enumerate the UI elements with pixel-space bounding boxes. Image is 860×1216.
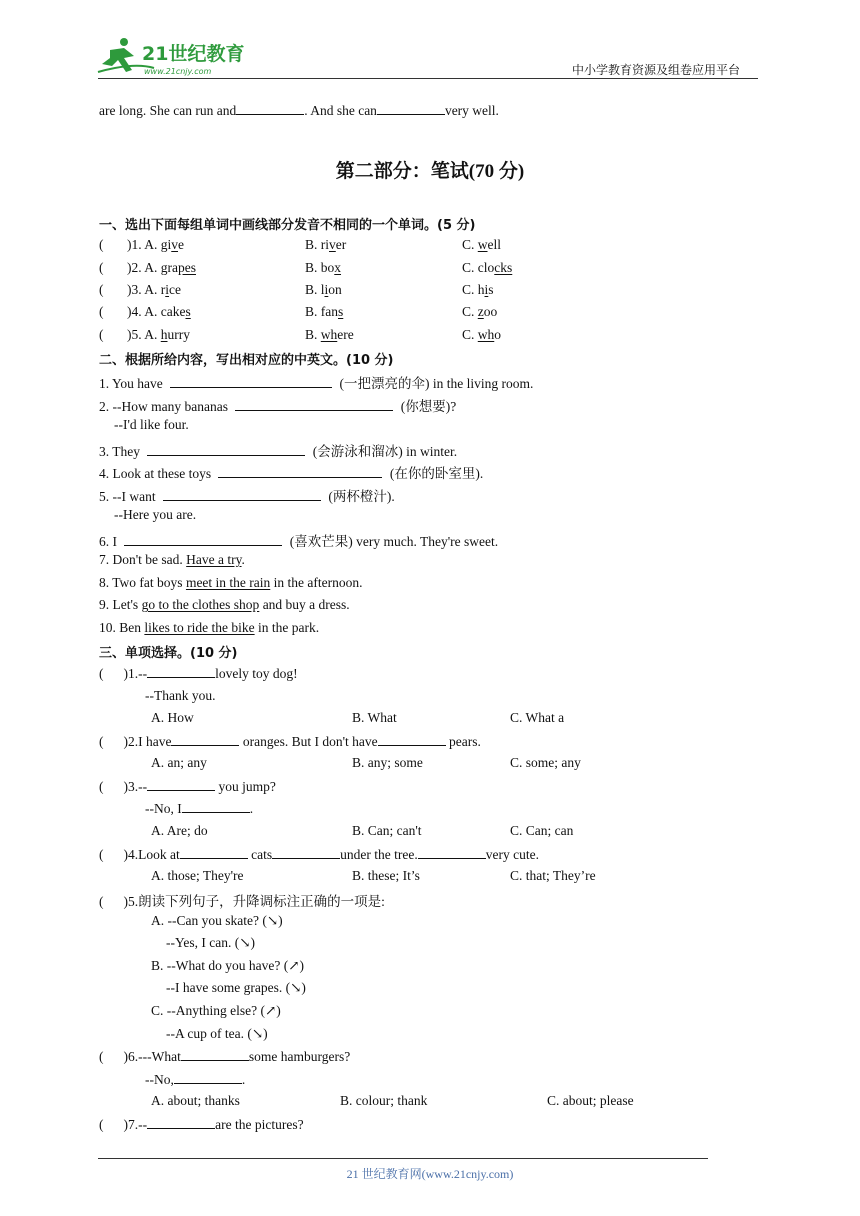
mc-q6-option-c[interactable]: C. about; please bbox=[547, 1093, 634, 1108]
mc-q1: ( )1.-- lovely toy dog! bbox=[99, 666, 298, 681]
top-line-part-b: . And she can bbox=[304, 103, 377, 118]
mc-q4-option-c[interactable]: C. that; They’re bbox=[510, 868, 596, 883]
answer-paren[interactable]: ( bbox=[99, 282, 104, 297]
mc-q6-option-b[interactable]: B. colour; thank bbox=[340, 1093, 428, 1108]
logo-main-text: 21世纪教育 bbox=[142, 43, 245, 65]
answer-blank[interactable] bbox=[180, 846, 248, 859]
answer-blank[interactable] bbox=[182, 800, 250, 813]
answer-paren[interactable]: ( bbox=[99, 1049, 104, 1064]
mc-q2-option-a[interactable]: A. an; any bbox=[151, 755, 207, 770]
answer-blank[interactable] bbox=[218, 465, 382, 478]
mc-q3-option-a[interactable]: A. Are; do bbox=[151, 823, 208, 838]
answer-paren[interactable]: ( bbox=[99, 666, 104, 681]
mc-q3-option-c[interactable]: C. Can; can bbox=[510, 823, 574, 838]
answer-blank[interactable] bbox=[272, 846, 340, 859]
runner-logo-icon bbox=[94, 36, 264, 78]
mc-q5-option-a-line2: --Yes, I can. (↘) bbox=[166, 935, 256, 950]
site-logo bbox=[94, 36, 264, 78]
mc-q5-option-c-line2: --A cup of tea. (↘) bbox=[166, 1026, 268, 1041]
option-b: B. fans bbox=[305, 304, 344, 319]
answer-blank[interactable] bbox=[170, 375, 332, 388]
header-divider bbox=[98, 78, 758, 79]
answer-blank[interactable] bbox=[418, 846, 486, 859]
section3-heading: 三、单项选择。(10 分) bbox=[99, 646, 238, 661]
mc-q3-option-b[interactable]: B. Can; can't bbox=[352, 823, 422, 838]
mc-q1-option-b[interactable]: B. What bbox=[352, 710, 397, 725]
option-c: C. zoo bbox=[462, 304, 498, 319]
answer-blank[interactable] bbox=[147, 1116, 215, 1129]
mc-q2-option-b[interactable]: B. any; some bbox=[352, 755, 423, 770]
option-c: C. clocks bbox=[462, 260, 513, 275]
answer-blank[interactable] bbox=[147, 443, 305, 456]
option-c: C. well bbox=[462, 237, 502, 252]
answer-paren[interactable]: ( bbox=[99, 847, 104, 862]
translation-q9: 9. Let's go to the clothes shop and buy a dress. bbox=[99, 597, 350, 612]
answer-paren[interactable]: ( bbox=[99, 894, 104, 909]
mc-q4-option-a[interactable]: A. those; They're bbox=[151, 868, 244, 883]
mc-q5-option-c[interactable]: C. --Anything else? (↗) bbox=[151, 1003, 281, 1018]
footer-divider bbox=[98, 1158, 708, 1159]
option-a: )2. A. grapes bbox=[127, 260, 196, 275]
site-title: 中小学教育资源及组卷应用平台 bbox=[572, 63, 741, 77]
option-a: )4. A. cakes bbox=[127, 304, 191, 319]
option-c: C. his bbox=[462, 282, 494, 297]
translation-q5-reply: --Here you are. bbox=[114, 507, 197, 522]
section2-heading: 二、根据所给内容，写出相对应的中英文。(10 分) bbox=[99, 353, 394, 368]
translation-q1: 1. You have (一把漂亮的伞) in the living room. bbox=[99, 376, 534, 391]
mc-q6: ( )6.---What some hamburgers? bbox=[99, 1049, 351, 1064]
option-b: B. where bbox=[305, 327, 354, 342]
answer-blank[interactable] bbox=[163, 488, 321, 501]
translation-q10: 10. Ben likes to ride the bike in the park. bbox=[99, 620, 320, 635]
mc-q1-reply: --Thank you. bbox=[145, 688, 216, 703]
option-a: )1. A. give bbox=[127, 237, 185, 252]
option-b: B. box bbox=[305, 260, 342, 275]
option-b: B. lion bbox=[305, 282, 342, 297]
answer-paren[interactable]: ( bbox=[99, 260, 104, 275]
mc-q2-option-c[interactable]: C. some; any bbox=[510, 755, 581, 770]
mc-q6-option-a[interactable]: A. about; thanks bbox=[151, 1093, 240, 1108]
mc-q2: ( )2.I have oranges. But I don't have pears. bbox=[99, 734, 481, 749]
answer-blank[interactable] bbox=[236, 102, 304, 115]
answer-paren[interactable]: ( bbox=[99, 327, 104, 342]
section1-heading: 一、选出下面每组单词中画线部分发音不相同的一个单词。(5 分) bbox=[99, 218, 476, 233]
logo-url-text: www.21cnjy.com bbox=[144, 67, 212, 76]
answer-blank[interactable] bbox=[171, 733, 239, 746]
mc-q1-option-c[interactable]: C. What a bbox=[510, 710, 565, 725]
translation-q4: 4. Look at these toys (在你的卧室里). bbox=[99, 466, 484, 481]
answer-blank[interactable] bbox=[147, 665, 215, 678]
mc-q1-option-a[interactable]: A. How bbox=[151, 710, 194, 725]
answer-blank[interactable] bbox=[147, 778, 215, 791]
mc-q6-reply: --No, . bbox=[145, 1072, 246, 1087]
top-line-part-c: very well. bbox=[444, 103, 499, 118]
answer-paren[interactable]: ( bbox=[99, 734, 104, 749]
translation-q3: 3. They (会游泳和溜冰) in winter. bbox=[99, 444, 458, 459]
answer-blank[interactable] bbox=[174, 1071, 242, 1084]
answer-paren[interactable]: ( bbox=[99, 237, 104, 252]
translation-q7: 7. Don't be sad. Have a try. bbox=[99, 552, 245, 567]
mc-q7: ( )7.-- are the pictures? bbox=[99, 1117, 304, 1132]
answer-blank[interactable] bbox=[378, 733, 446, 746]
top-line bbox=[99, 102, 499, 119]
footer-link[interactable]: 21 世纪教育网(www.21cnjy.com) bbox=[346, 1167, 514, 1181]
translation-q6: 6. I (喜欢芒果) very much. They're sweet. bbox=[99, 534, 499, 549]
mc-q5: ( )5.朗读下列句子，升降调标注正确的一项是: bbox=[99, 894, 385, 909]
translation-q2: 2. --How many bananas (你想要)? bbox=[99, 399, 457, 414]
mc-q5-option-a[interactable]: A. --Can you skate? (↘) bbox=[151, 913, 283, 928]
answer-paren[interactable]: ( bbox=[99, 304, 104, 319]
mc-q4: ( )4.Look at cats under the tree. very cute. bbox=[99, 847, 539, 862]
top-line-part-a: are long. She can run and bbox=[99, 103, 237, 118]
option-b: B. river bbox=[305, 237, 347, 252]
answer-blank[interactable] bbox=[124, 533, 282, 546]
part-title: 第二部分：笔试(70 分) bbox=[335, 161, 525, 182]
option-a: )5. A. hurry bbox=[127, 327, 190, 342]
answer-blank[interactable] bbox=[181, 1048, 249, 1061]
translation-q5: 5. --I want (两杯橙汁). bbox=[99, 489, 395, 504]
mc-q4-option-b[interactable]: B. these; It’s bbox=[352, 868, 420, 883]
mc-q5-option-b[interactable]: B. --What do you have? (↗) bbox=[151, 958, 305, 973]
mc-q3-reply: --No, I . bbox=[145, 801, 254, 816]
mc-q3: ( )3.-- you jump? bbox=[99, 779, 276, 794]
answer-paren[interactable]: ( bbox=[99, 1117, 104, 1132]
translation-q2-reply: --I'd like four. bbox=[114, 417, 189, 432]
option-c: C. who bbox=[462, 327, 502, 342]
answer-blank[interactable] bbox=[377, 102, 445, 115]
translation-q8: 8. Two fat boys meet in the rain in the afternoon. bbox=[99, 575, 363, 590]
mc-q5-option-b-line2: --I have some grapes. (↘) bbox=[166, 980, 306, 995]
answer-paren[interactable]: ( bbox=[99, 779, 104, 794]
answer-blank[interactable] bbox=[235, 398, 393, 411]
option-a: )3. A. rice bbox=[127, 282, 181, 297]
